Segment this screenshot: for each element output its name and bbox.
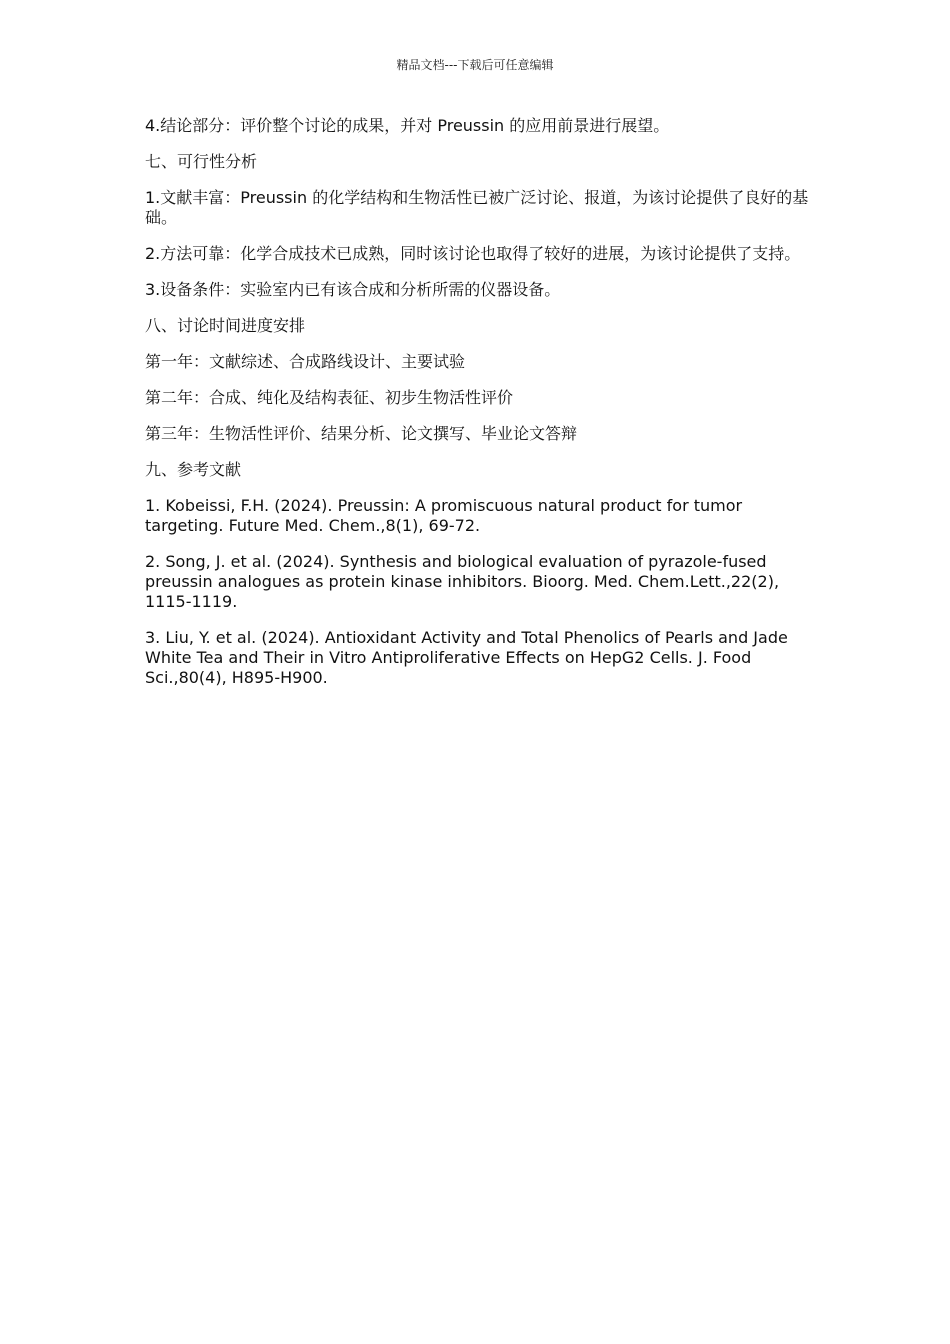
section-heading-references: 九、参考文献 [145, 460, 242, 479]
document-body [145, 116, 810, 704]
feasibility-item-equipment: 3.设备条件：实验室内已有该合成和分析所需的仪器设备。 [145, 280, 561, 299]
conclusion-item: 4.结论部分：评价整个讨论的成果，并对 Preussin 的应用前景进行展望。 [145, 116, 670, 135]
feasibility-item-method: 2.方法可靠：化学合成技术已成熟，同时该讨论也取得了较好的进展，为该讨论提供了支持。 [145, 244, 801, 263]
schedule-year-3: 第三年：生物活性评价、结果分析、论文撰写、毕业论文答辩 [145, 424, 578, 443]
section-heading-feasibility: 七、可行性分析 [145, 152, 258, 171]
schedule-year-2: 第二年：合成、纯化及结构表征、初步生物活性评价 [145, 388, 514, 407]
page-header: 精品文档---下载后可任意编辑 [396, 58, 554, 72]
reference-item-2: 2. Song, J. et al. (2024). Synthesis and biological evaluation of pyrazole-fused preussin analogues as protein kinase inhibitors. Bioorg. Med. Chem.Lett.,22(2), 1115-1119. [145, 552, 780, 611]
reference-item-3: 3. Liu, Y. et al. (2024). Antioxidant Activity and Total Phenolics of Pearls and Jade White Tea and Their in Vitro Antiproliferative Effects on HepG2 Cells. J. Food Sci.,80(4), H895-H900. [145, 628, 788, 687]
feasibility-item-literature: 1.文献丰富：Preussin 的化学结构和生物活性已被广泛讨论、报道，为该讨论提供了良好的基础。 [145, 188, 809, 227]
section-heading-schedule: 八、讨论时间进度安排 [145, 316, 306, 335]
schedule-year-1: 第一年：文献综述、合成路线设计、主要试验 [145, 352, 466, 371]
reference-item-1: 1. Kobeissi, F.H. (2024). Preussin: A promiscuous natural product for tumor targeting. Future Med. Chem.,8(1), 69-72. [145, 496, 743, 535]
